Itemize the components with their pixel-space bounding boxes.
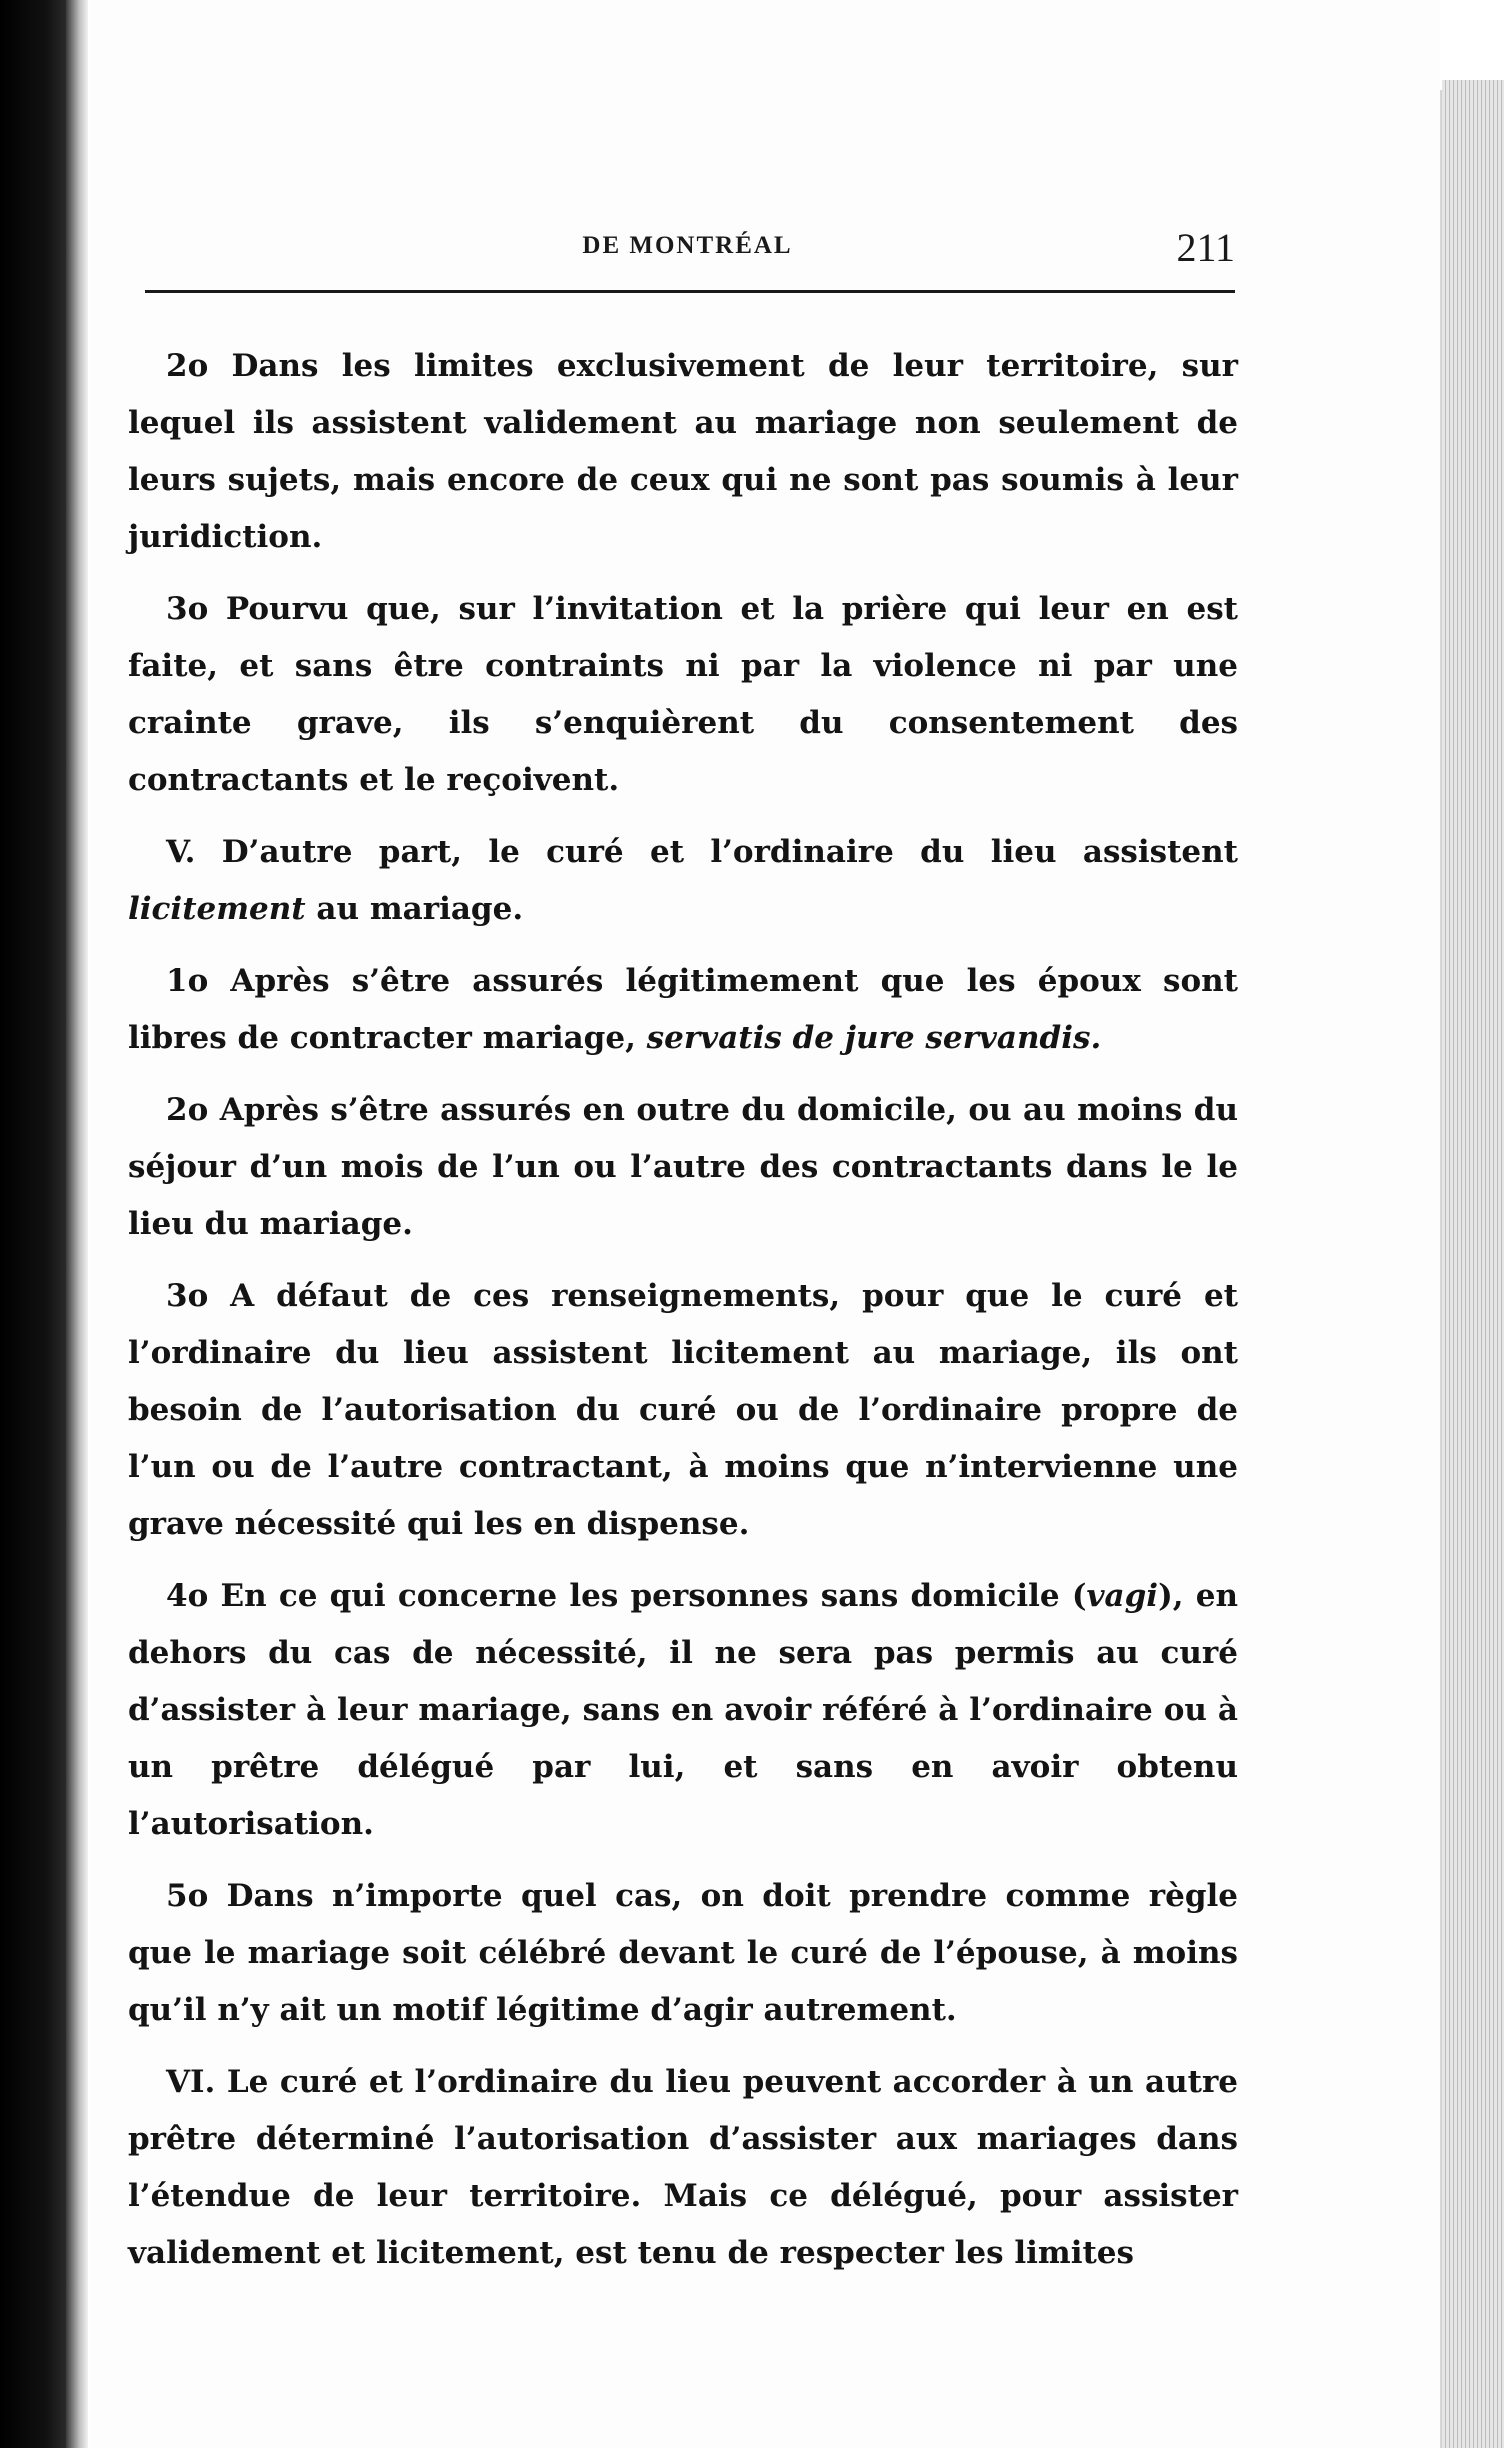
page-number: 211 bbox=[1176, 225, 1235, 270]
paragraph: 3o Pourvu que, sur l’invitation et la prière qui leur en est faite, et sans être contraints ni par la violence ni par une crainte grave, ils s’enquièrent du consentement des contractants et le reçoivent. bbox=[128, 591, 1238, 798]
paragraph-text: V. D’autre part, le curé et l’ordinaire du lieu assistent bbox=[166, 834, 1238, 870]
paragraph: 3o A défaut de ces renseignements, pour que le curé et l’ordinaire du lieu assistent licitement au mariage, ils ont besoin de l’autorisation du curé ou de l’ordinaire propre de l’un ou de l’autre contractant, à moins que n’intervienne une grave nécessité qui les en dispense. bbox=[128, 1278, 1238, 1542]
page-edges bbox=[1442, 80, 1504, 2448]
paragraph: 5o Dans n’importe quel cas, on doit prendre comme règle que le mariage soit célébré devant le curé de l’épouse, à moins qu’il n’y ait un motif légitime d’agir autrement. bbox=[128, 1878, 1238, 2028]
paragraph bbox=[128, 953, 1238, 1067]
book-binding-shadow bbox=[0, 0, 66, 2448]
paragraph-text: 4o En ce qui concerne les personnes sans domicile ( bbox=[166, 1578, 1087, 1614]
italic-term: vagi bbox=[1086, 1578, 1159, 1614]
italic-term: servatis de jure servandis. bbox=[646, 1020, 1102, 1056]
paragraph: VI. Le curé et l’ordinaire du lieu peuvent accorder à un autre prêtre déterminé l’autorisation d’assister aux mariages dans l’étendue de leur territoire. Mais ce délégué, pour assister validement et licitement, est tenu de respecter les limites bbox=[128, 2064, 1238, 2271]
paragraph: 2o Après s’être assurés en outre du domicile, ou au moins du séjour d’un mois de l’un ou l’autre des contractants dans le le lieu du mariage. bbox=[128, 1092, 1238, 1242]
paragraph: 2o Dans les limites exclusivement de leur territoire, sur lequel ils assistent validement au mariage non seulement de leurs sujets, mais encore de ceux qui ne sont pas soumis à leur juridiction. bbox=[128, 348, 1238, 555]
italic-term: licitement bbox=[128, 891, 306, 927]
paragraph bbox=[128, 824, 1238, 938]
header-rule bbox=[145, 290, 1235, 293]
page-header bbox=[140, 224, 1235, 284]
gutter-shadow bbox=[66, 0, 88, 2448]
paragraph-text: au mariage. bbox=[305, 891, 524, 927]
paragraph-text: ), en dehors du cas de nécessité, il ne sera pas permis au curé d’assister à leur mariage, sans en avoir référé à l’ordinaire ou à un prêtre délégué par lui, et sans en avoir obtenu l’autorisation. bbox=[128, 1578, 1239, 1842]
body-text bbox=[128, 338, 1238, 2297]
running-title: DE MONTRÉAL bbox=[582, 232, 793, 259]
paragraph bbox=[128, 1568, 1238, 1853]
paragraph-text: 1o Après s’être assurés légitimement que les époux sont libres de contracter mariage, bbox=[128, 963, 1238, 1056]
